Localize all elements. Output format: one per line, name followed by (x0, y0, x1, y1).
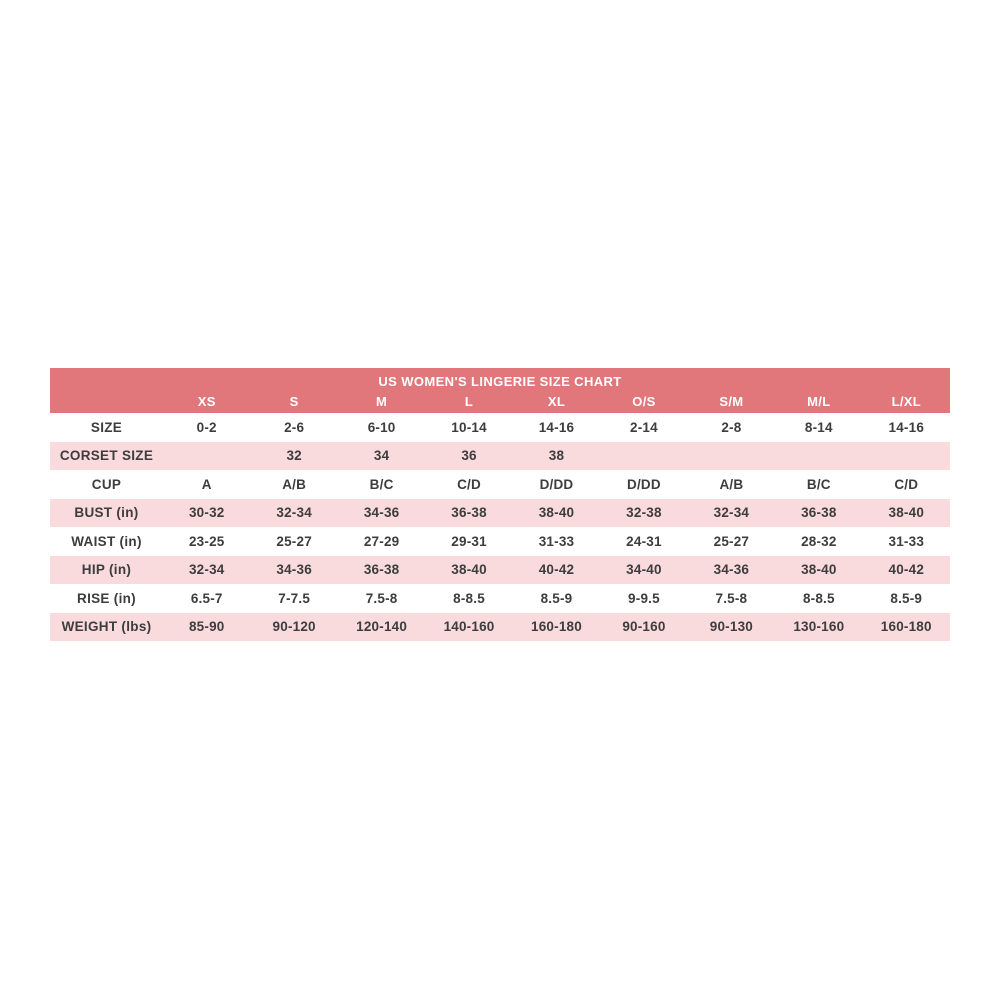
table-cell: 32-34 (188, 562, 225, 578)
table-cell: C/D (457, 476, 481, 492)
table-cell: 36-38 (801, 505, 837, 521)
table-cell: 36-38 (363, 562, 400, 578)
row-label: BUST (in) (74, 505, 139, 521)
table-cell: 6.5-7 (190, 590, 223, 606)
table-cell: 9-9.5 (628, 590, 660, 606)
table-cell: 24-31 (626, 533, 662, 549)
table-cell: 31-33 (888, 533, 925, 549)
column-header: L (464, 394, 474, 409)
table-row (50, 470, 950, 499)
table-cell: 32 (286, 448, 302, 464)
table-cell: 36-38 (451, 505, 487, 521)
table-cell: 8-8.5 (453, 590, 485, 606)
table-cell: 40-42 (538, 562, 575, 578)
table-cell: 140-160 (443, 619, 495, 635)
table-cell: 38 (548, 448, 565, 464)
table-row (50, 556, 950, 585)
column-header: S (289, 394, 299, 409)
row-label: RISE (in) (77, 590, 136, 606)
column-header: M (376, 394, 388, 409)
table-cell: 90-160 (622, 619, 666, 635)
table-row (50, 499, 950, 528)
table-cell: 34-36 (276, 562, 312, 578)
table-body (50, 413, 950, 641)
column-header-row (50, 392, 950, 413)
column-header: M/L (807, 394, 831, 409)
table-cell: 38-40 (451, 562, 487, 578)
table-cell: 7.5-8 (715, 590, 748, 606)
table-cell: C/D (894, 476, 919, 492)
table-cell: 2-6 (284, 419, 305, 435)
table-cell: 8.5-9 (540, 590, 573, 606)
table-cell: A/B (719, 476, 744, 492)
table-cell: 90-120 (272, 619, 316, 635)
table-cell: 34 (373, 448, 390, 464)
column-header: S/M (719, 394, 744, 409)
table-cell: 8-14 (804, 419, 833, 435)
table-cell: 120-140 (356, 619, 408, 635)
table-cell: 23-25 (188, 533, 225, 549)
table-cell: 31-33 (538, 533, 575, 549)
table-cell: 38-40 (801, 562, 837, 578)
chart-title: US WOMEN'S LINGERIE SIZE CHART (378, 374, 622, 389)
table-cell: 160-180 (880, 619, 932, 635)
table-cell: 10-14 (451, 419, 487, 435)
table-cell: 90-130 (709, 619, 753, 635)
row-label: SIZE (90, 419, 123, 435)
table-row (50, 584, 950, 613)
table-cell: 8.5-9 (890, 590, 923, 606)
table-cell: D/DD (539, 476, 574, 492)
table-cell: 2-14 (630, 419, 658, 435)
table-cell: 25-27 (713, 533, 750, 549)
table-row (50, 613, 950, 642)
table-cell: 34-40 (626, 562, 662, 578)
table-cell: 30-32 (188, 505, 225, 521)
table-cell: 8-8.5 (802, 590, 835, 606)
table-cell: 34-36 (713, 562, 750, 578)
table-cell: 130-160 (793, 619, 845, 635)
table-cell: 36 (461, 448, 477, 464)
lingerie-size-chart-table (50, 368, 950, 641)
table-cell: 160-180 (531, 619, 582, 635)
table-cell: 29-31 (451, 533, 487, 549)
row-label: WAIST (in) (71, 533, 142, 549)
table-cell: 32-38 (626, 505, 662, 521)
row-label: WEIGHT (lbs) (61, 619, 152, 635)
table-header-band (50, 368, 950, 413)
table-cell: B/C (369, 476, 394, 492)
table-cell: 34-36 (363, 505, 400, 521)
table-cell: 28-32 (801, 533, 837, 549)
table-cell: 38-40 (888, 505, 925, 521)
table-cell: 2-8 (721, 419, 742, 435)
table-cell: A (201, 476, 212, 492)
table-cell: 25-27 (276, 533, 312, 549)
table-cell: 85-90 (188, 619, 225, 635)
table-cell: 32-34 (276, 505, 312, 521)
row-label: HIP (in) (81, 562, 132, 578)
column-header: L/XL (891, 394, 921, 409)
row-label: CORSET SIZE (59, 448, 154, 464)
table-cell: 0-2 (196, 419, 217, 435)
table-cell: 14-16 (888, 419, 925, 435)
table-cell: D/DD (627, 476, 661, 492)
table-cell: 32-34 (713, 505, 750, 521)
table-cell: 7.5-8 (365, 590, 398, 606)
table-cell: 38-40 (538, 505, 575, 521)
table-row (50, 527, 950, 556)
table-cell: B/C (806, 476, 831, 492)
table-cell: 6-10 (367, 419, 396, 435)
table-cell: A/B (282, 476, 307, 492)
table-cell: 40-42 (888, 562, 925, 578)
row-label: CUP (91, 476, 122, 492)
table-cell: 7-7.5 (278, 590, 311, 606)
column-header: XL (547, 394, 566, 409)
table-row (50, 413, 950, 442)
table-row (50, 442, 950, 471)
table-cell: 14-16 (538, 419, 575, 435)
table-cell: 27-29 (363, 533, 400, 549)
column-header: O/S (632, 394, 656, 409)
column-header: XS (197, 394, 216, 409)
